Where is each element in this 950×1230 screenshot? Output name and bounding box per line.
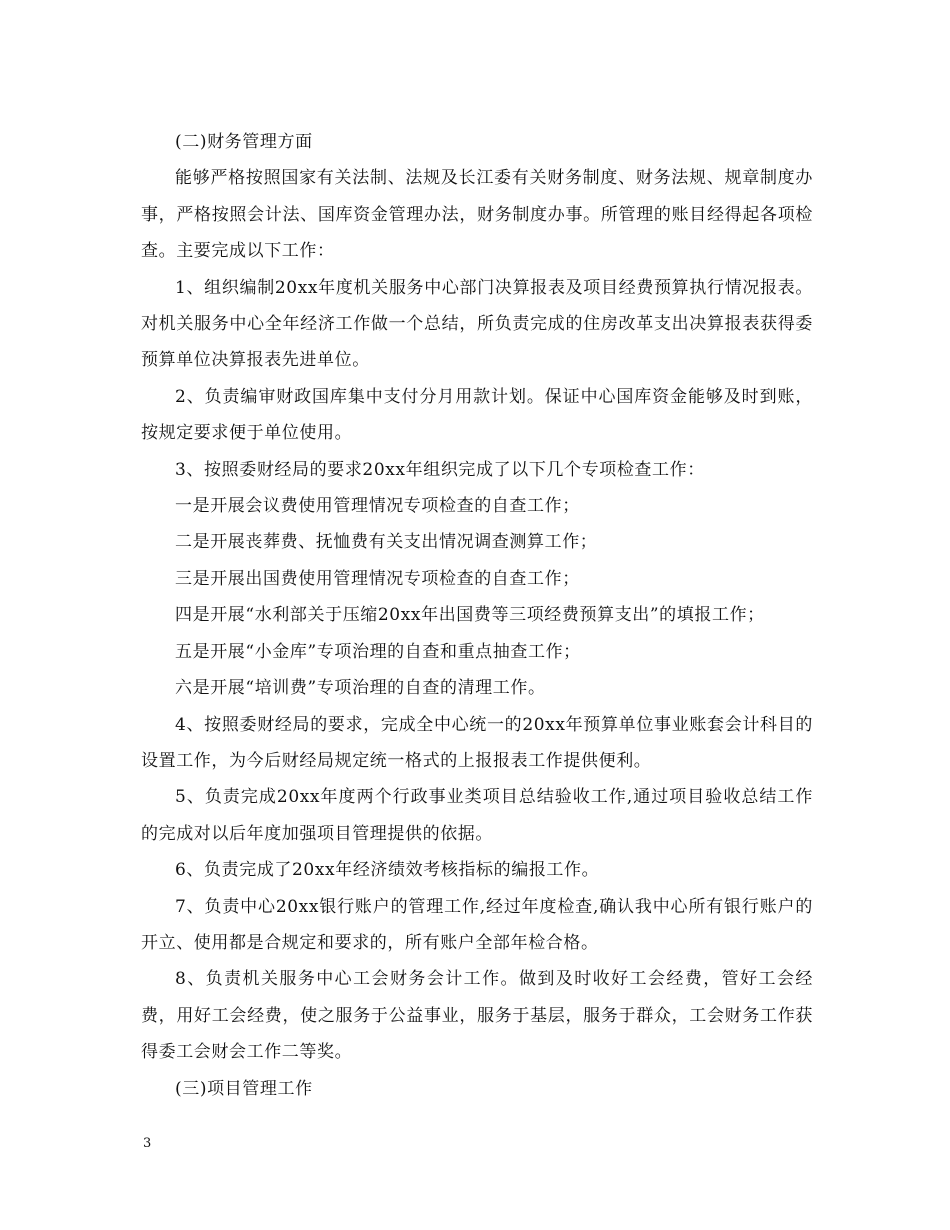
sub-item-5: 五是开展“小金库”专项治理的自查和重点抽查工作； bbox=[175, 641, 581, 662]
page-number: 3 bbox=[143, 1136, 152, 1151]
item-4-paragraph: 4、按照委财经局的要求，完成全中心统一的20xx年预算单位事业账套会计科目的设置工作，为今后财经局规定统一格式的上报报表工作提供便利。 bbox=[141, 714, 813, 771]
item-3-paragraph: 3、按照委财经局的要求20xx年组织完成了以下几个专项检查工作： bbox=[175, 459, 705, 480]
section-heading-finance: (二)财务管理方面 bbox=[175, 132, 313, 152]
item-1-paragraph: 1、组织编制20xx年度机关服务中心部门决算报表及项目经费预算执行情况报表。对机关服务中心全年经济工作做一个总结，所负责完成的住房改革支出决算报表获得委预算单位决算报表先进单位。 bbox=[141, 277, 813, 371]
sub-item-3: 三是开展出国费使用管理情况专项检查的自查工作； bbox=[175, 568, 580, 589]
section-heading-project: (三)项目管理工作 bbox=[175, 1078, 313, 1099]
item-8-paragraph: 8、负责机关服务中心工会财务会计工作。做到及时收好工会经费，管好工会经费，用好工会经费，使之服务于公益事业，服务于基层，服务于群众，工会财务工作获得委工会财会工作二等奖。 bbox=[141, 969, 813, 1063]
document-body bbox=[141, 124, 813, 1107]
item-7-paragraph: 7、负责中心20xx银行账户的管理工作,经过年度检查,确认我中心所有银行账户的开立、使用都是合规定和要求的，所有账户全部年检合格。 bbox=[141, 896, 813, 953]
sub-item-6: 六是开展“培训费”专项治理的自查的清理工作。 bbox=[175, 678, 546, 699]
item-6-paragraph: 6、负责完成了20xx年经济绩效考核指标的编报工作。 bbox=[175, 860, 600, 881]
sub-item-2: 二是开展丧葬费、抚恤费有关支出情况调查测算工作； bbox=[175, 532, 598, 553]
item-2-paragraph: 2、负责编审财政国库集中支付分月用款计划。保证中心国库资金能够及时到账，按规定要求便于单位使用。 bbox=[141, 386, 813, 444]
intro-paragraph: 能够严格按照国家有关法制、法规及长江委有关财务制度、财务法规、规章制度办事，严格按照会计法、国库资金管理办法，财务制度办事。所管理的账目经得起各项检查。主要完成以下工作： bbox=[141, 168, 813, 262]
item-5-paragraph: 5、负责完成20xx年度两个行政事业类项目总结验收工作,通过项目验收总结工作的完成对以后年度加强项目管理提供的依据。 bbox=[141, 787, 813, 844]
sub-item-1: 一是开展会议费使用管理情况专项检查的自查工作； bbox=[175, 496, 580, 517]
sub-item-4: 四是开展“水利部关于压缩20xx年出国费等三项经费预算支出”的填报工作； bbox=[175, 605, 765, 626]
